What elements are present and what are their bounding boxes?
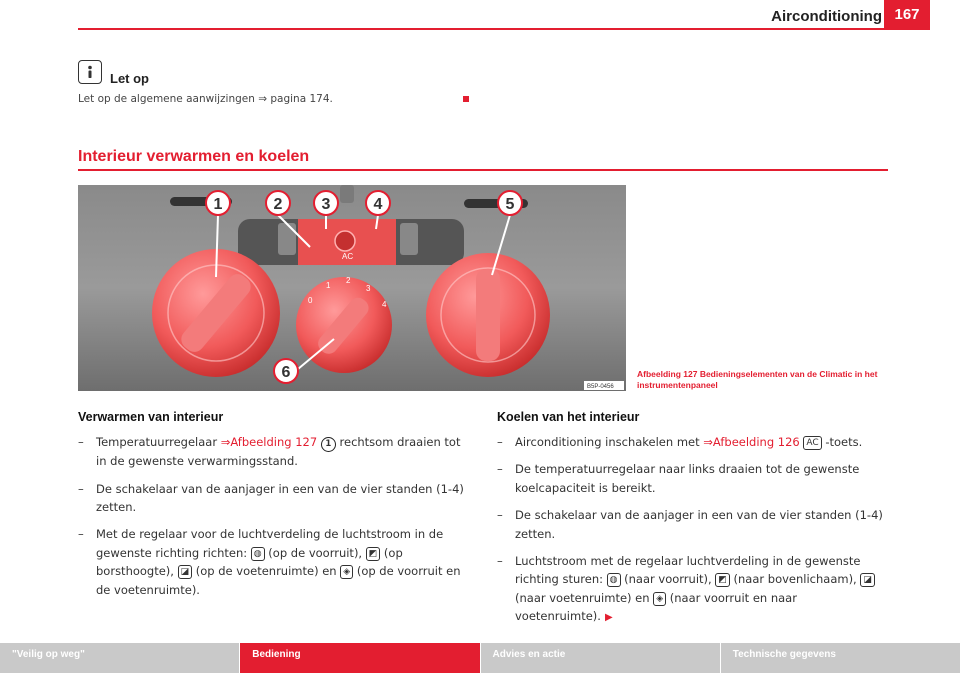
list-item: – Airconditioning inschakelen met ⇒Afbeelding 126 AC -toets. [497, 433, 892, 451]
section-title: Interieur verwarmen en koelen [78, 148, 310, 165]
info-note-icon [78, 60, 102, 84]
windscreen-footwell-icon: ◈ [653, 592, 666, 606]
section-rule [78, 169, 888, 171]
upper-body-icon: ◩ [715, 573, 730, 587]
right-seat-heater-switch [400, 223, 418, 255]
right-heading: Koelen van het interieur [497, 410, 640, 424]
callout-3: 3 [321, 196, 331, 213]
figure-ref-link[interactable]: ⇒Afbeelding 126 [703, 435, 800, 449]
callout-badge: 1 [321, 437, 336, 452]
note-text: Let op de algemene aanwijzingen ⇒ pagina 174. [78, 93, 333, 105]
note-title: Let op [110, 71, 149, 86]
fan-scale-4: 4 [382, 300, 387, 309]
fan-scale-1: 1 [326, 281, 331, 290]
footer-nav [0, 643, 960, 673]
chapter-title: Airconditioning [771, 8, 882, 25]
tab-technische-gegevens[interactable]: Technische gegevens [720, 643, 960, 673]
footwell-icon: ◪ [860, 573, 875, 587]
ac-button [335, 231, 355, 251]
windscreen-footwell-icon: ◈ [340, 565, 353, 579]
upper-body-icon: ◩ [366, 547, 381, 561]
ac-key-icon: AC [803, 436, 821, 450]
fan-scale-3: 3 [366, 284, 371, 293]
callout-6: 6 [281, 364, 291, 381]
list-item: – De schakelaar van de aanjager in een van de vier standen (1-4) zetten. [78, 480, 473, 517]
list-item: – De temperatuurregelaar naar links draaien tot de gewenste koelcapaciteit is bereikt. [497, 460, 892, 497]
callout-2: 2 [273, 196, 283, 213]
tab-bediening[interactable]: Bediening [239, 643, 479, 673]
footwell-icon: ◪ [178, 565, 193, 579]
fan-scale-0: 0 [308, 296, 313, 305]
callout-4: 4 [373, 196, 383, 213]
ac-label: AC [342, 252, 354, 261]
climatic-panel-illustration [78, 185, 626, 391]
figure-ref-link[interactable]: ⇒Afbeelding 127 [220, 435, 318, 449]
page-number: 167 [884, 0, 930, 28]
list-item: – Met de regelaar voor de luchtverdeling de luchtstroom in de gewenste richting richten: ◍ (op de voorruit), ◩ (op borsthoogte), ◪ (op de voetenruimte) en ◈ (op de voorruit en de voetenruimte). [78, 525, 473, 599]
left-column [78, 407, 473, 608]
callout-5: 5 [505, 196, 515, 213]
list-item: – Luchtstroom met de regelaar luchtverdeling in de gewenste richting sturen: ◍ (naar voorruit), ◩ (naar bovenlichaam), ◪ (naar voetenruimte) en ◈ (naar voorruit en naar voetenruimte). ▶ [497, 552, 892, 626]
left-heading: Verwarmen van interieur [78, 410, 224, 424]
tab-veilig-op-weg[interactable]: "Veilig op weg" [0, 643, 239, 673]
right-column [497, 407, 892, 635]
end-marker [463, 96, 469, 102]
image-code: B5P-0456 [587, 384, 614, 390]
windscreen-icon: ◍ [607, 573, 621, 587]
tab-advies-en-actie[interactable]: Advies en actie [480, 643, 720, 673]
list-item: – De schakelaar van de aanjager in een van de vier standen (1-4) zetten. [497, 506, 892, 543]
climatic-control-figure [78, 185, 626, 391]
left-seat-heater-switch [278, 223, 296, 255]
continue-arrow-icon: ▶ [604, 612, 613, 624]
callout-1: 1 [213, 196, 223, 213]
list-item: – Temperatuurregelaar ⇒Afbeelding 127 1 rechtsom draaien tot in de gewenste verwarmingsstand. [78, 433, 473, 471]
header-rule [78, 28, 930, 30]
figure-caption: Afbeelding 127 Bedieningselementen van de Climatic in het instrumentenpaneel [637, 369, 878, 390]
air-distribution-knob-grip [476, 269, 500, 361]
fan-scale-2: 2 [346, 276, 351, 285]
center-vent [340, 185, 354, 203]
windscreen-icon: ◍ [251, 547, 265, 561]
